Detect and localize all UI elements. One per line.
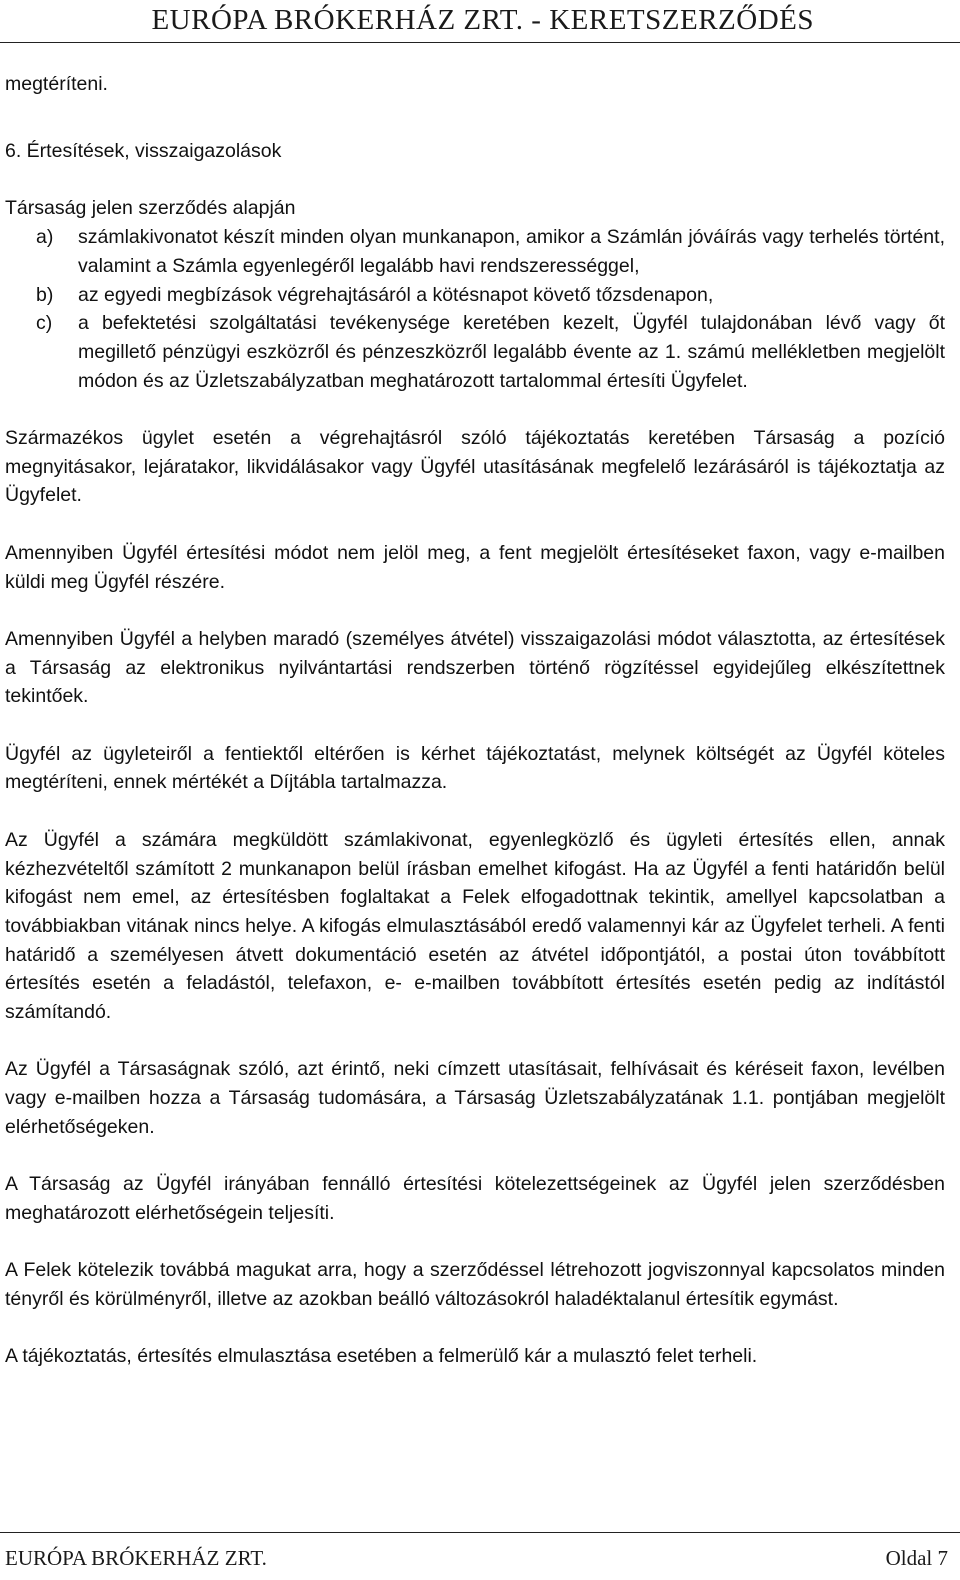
paragraph-objection: Az Ügyfél a számára megküldött számlakivonat, egyenlegközlő és ügyleti értesítés ellen, annak kézhezvételtől számított 2 munkanapon belül írásban emelhet kifogást. Ha az Ügyfél a fenti határidőn belül kifogást nem emel, az értesítésben foglaltakat a Felek elfogadottnak tekintik, amellyel kapcsolatban a továbbiakban vitának nincs helye. A kifogás elmulasztásából eredő valamennyi kár az Ügyfelet terheli. A fenti határidő a személyesen átvett dokumentáció esetén az átvétel időpontjától, a postai úton továbbított értesítés esetén a feladástól, telefaxon, e- e-mailben továbbított értesítés esetén pedig az indítástól számítandó. — [5, 828, 945, 1024]
paragraph-mutual-notification: A Felek kötelezik továbbá magukat arra, hogy a szerződéssel létrehozott jogviszonnyal kapcsolatos minden tényről és körülményről, illetve az azokban beálló változásokról haladéktalanul értesítik egymást. — [5, 1259, 945, 1310]
list-item-text: számlakivonatot készít minden olyan munkanapon, amikor a Számlán jóváírás vagy terhelés történt, valamint a Számla egyenlegéről legalább havi rendszerességgel, — [78, 226, 945, 277]
list-marker: c) — [36, 312, 53, 335]
document-body — [5, 70, 945, 1400]
document-header-title: EURÓPA BRÓKERHÁZ ZRT. - KERETSZERZŐDÉS — [151, 4, 814, 36]
header-divider — [0, 42, 960, 43]
page-number: Oldal 7 — [885, 1546, 948, 1570]
section-heading: 6. Értesítések, visszaigazolások — [5, 139, 282, 162]
list-item-text: a befektetési szolgáltatási tevékenysége keretében kezelt, Ügyfél tulajdonában lévő vagy őt megillető pénzügyi eszközről és pénzeszközről legalább évente az 1. számú mellékletben megjelölt módon és az Üzletszabályzatban meghatározott tartalommal értesíti Ügyfelet. — [78, 312, 945, 392]
list-marker: b) — [36, 283, 54, 306]
page-footer — [0, 1532, 960, 1580]
list-item — [5, 223, 945, 280]
list-marker: a) — [36, 226, 54, 249]
paragraph-liability: A tájékoztatás, értesítés elmulasztása esetében a felmerülő kár a mulasztó felet terheli. — [5, 1345, 758, 1368]
footer-divider — [0, 1532, 960, 1533]
page-header — [0, 0, 960, 44]
paragraph-personal-pickup: Amennyiben Ügyfél a helyben maradó (személyes átvétel) visszaigazolási módot választotta, az értesítések a Társaság az elektronikus nyilvántartási rendszerben történő rögzítéssel egyidejűleg elkészítettnek tekintőek. — [5, 627, 945, 708]
list-item — [5, 281, 945, 310]
intro-text: Társaság jelen szerződés alapján — [5, 197, 296, 220]
paragraph-company-obligations: A Társaság az Ügyfél irányában fennálló értesítési kötelezettségeinek az Ügyfél jelen szerződésben meghatározott elérhetőségein teljesíti. — [5, 1173, 945, 1224]
paragraph-default-notification: Amennyiben Ügyfél értesítési módot nem jelöl meg, a fent megjelölt értesítéseket faxon, vagy e-mailben küldi meg Ügyfél részére. — [5, 541, 945, 593]
list-item — [5, 309, 945, 395]
continued-text: megtéríteni. — [5, 73, 108, 95]
notification-list — [5, 223, 945, 395]
list-item-text: az egyedi megbízások végrehajtásáról a kötésnapot követő tőzsdenapon, — [78, 283, 714, 306]
paragraph-derivatives: Származékos ügylet esetén a végrehajtásról szóló tájékoztatás keretében Társaság a pozíció megnyitásakor, lejáratakor, likvidálásakor vagy Ügyfél utasításának megfelelő lezárásáról is tájékoztatja az Ügyfelet. — [5, 427, 945, 507]
paragraph-extra-information: Ügyfél az ügyleteiről a fentiektől eltérően is kérhet tájékoztatást, melynek költségét az Ügyfél köteles megtéríteni, ennek mértékét a Díjtábla tartalmazza. — [5, 742, 945, 794]
paragraph-client-instructions: Az Ügyfél a Társaságnak szóló, azt érintő, neki címzett utasításait, felhívásait és kéréseit faxon, levélben vagy e-mailben hozza a Társaság tudomására, a Társaság Üzletszabályzatának 1.1. pontjában megjelölt elérhetőségeken. — [5, 1058, 945, 1138]
footer-company-name: EURÓPA BRÓKERHÁZ ZRT. — [5, 1546, 267, 1570]
